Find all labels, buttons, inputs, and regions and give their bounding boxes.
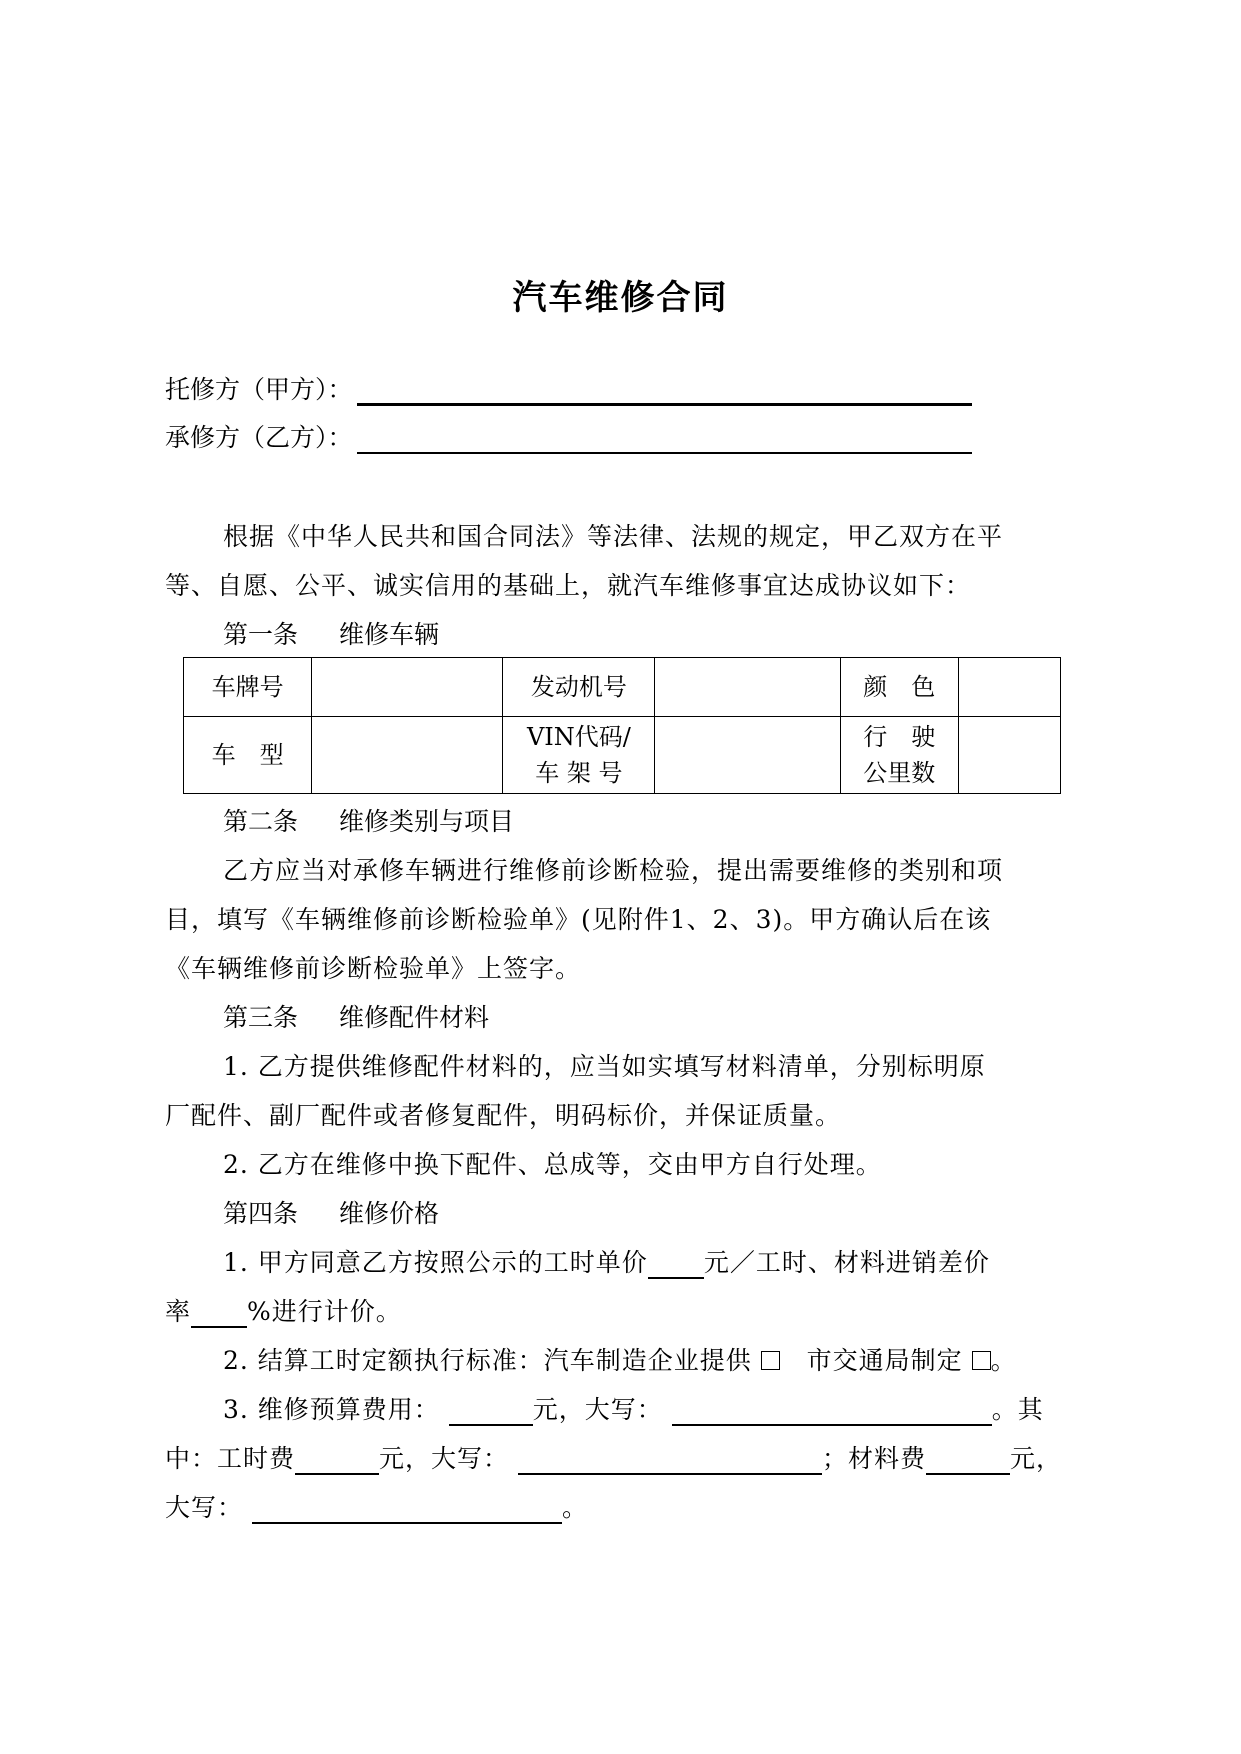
article-3-number: 第三条 <box>223 1003 299 1032</box>
article-4-item-3-line-1 <box>223 1390 1044 1426</box>
vin-value-cell[interactable] <box>655 717 840 794</box>
bureau-text: 市交通局制定 <box>806 1346 963 1375</box>
party-b-blank[interactable] <box>357 426 972 454</box>
article-3-heading <box>223 998 489 1034</box>
color-label: 颜 色 <box>840 658 958 717</box>
article-2-line-2: 目，填写《车辆维修前诊断检验单》(见附件1、2、3)。甲方确认后在该 <box>165 905 992 934</box>
article-1-number: 第一条 <box>223 620 299 649</box>
item-3-end: 。 <box>561 1493 588 1522</box>
manufacturer-checkbox[interactable] <box>761 1351 780 1370</box>
material-fee-text: ；材料费 <box>821 1444 926 1473</box>
model-value-cell[interactable] <box>312 717 503 794</box>
article-4-item-1-line-1 <box>223 1243 990 1279</box>
article-4-title: 维修价格 <box>339 1199 440 1228</box>
plate-value-cell[interactable] <box>312 658 503 717</box>
rate-text: 率 <box>165 1297 192 1326</box>
table-row <box>184 658 1061 717</box>
article-3-item-2: 2. 乙方在维修中换下配件、总成等，交由甲方自行处理。 <box>223 1150 882 1179</box>
material-capital-text: 大写： <box>165 1493 244 1522</box>
article-2-heading <box>223 802 514 838</box>
engine-no-label: 发动机号 <box>503 658 655 717</box>
plate-label: 车牌号 <box>184 658 312 717</box>
article-4-heading <box>223 1194 439 1230</box>
vin-label-line-1: VIN代码/ <box>526 723 631 751</box>
article-4-number: 第四条 <box>223 1199 299 1228</box>
article-2-line-3: 《车辆维修前诊断检验单》上签字。 <box>165 954 582 983</box>
engine-no-value-cell[interactable] <box>655 658 840 717</box>
party-b-label: 承修方（乙方）： <box>165 423 353 452</box>
party-a-row <box>165 370 972 406</box>
percent-text: %进行计价。 <box>247 1297 402 1326</box>
article-2-line-1: 乙方应当对承修车辆进行维修前诊断检验，提出需要维修的类别和项 <box>223 856 1004 885</box>
article-4-item-1-line-2 <box>165 1292 402 1328</box>
budget-capital-text: 元，大写： <box>532 1395 663 1424</box>
article-4-item-3-line-3 <box>165 1488 588 1524</box>
article-1-heading <box>223 615 439 651</box>
budget-end-text: 。其 <box>991 1395 1044 1424</box>
article-3-item-1-line-2: 厂配件、副厂配件或者修复配件，明码标价，并保证质量。 <box>165 1101 842 1130</box>
intro-line-1: 根据《中华人民共和国合同法》等法律、法规的规定，甲乙双方在平 <box>223 522 1004 551</box>
budget-amount-blank[interactable] <box>449 1400 533 1426</box>
article-1-title: 维修车辆 <box>339 620 440 649</box>
hourly-rate-text: 1. 甲方同意乙方按照公示的工时单价 <box>223 1248 648 1277</box>
material-capital-blank[interactable] <box>252 1498 562 1524</box>
markup-text: 元／工时、材料进销差价 <box>703 1248 990 1277</box>
table-row <box>184 717 1061 794</box>
article-2-number: 第二条 <box>223 807 299 836</box>
vin-label-line-2: 车 架 号 <box>535 759 623 787</box>
markup-rate-blank[interactable] <box>191 1302 247 1328</box>
mileage-label-line-1: 行 驶 <box>863 723 936 751</box>
material-fee-blank[interactable] <box>926 1449 1010 1475</box>
document-title: 汽车维修合同 <box>512 278 729 318</box>
party-b-row <box>165 418 972 454</box>
article-3-title: 维修配件材料 <box>339 1003 490 1032</box>
labor-capital-text: 元，大写： <box>379 1444 510 1473</box>
mileage-value-cell[interactable] <box>958 717 1060 794</box>
labor-capital-blank[interactable] <box>518 1449 822 1475</box>
party-a-label: 托修方（甲方）： <box>165 375 353 404</box>
color-value-cell[interactable] <box>958 658 1060 717</box>
material-unit-text: 元， <box>1010 1444 1063 1473</box>
article-4-item-3-line-2 <box>165 1439 1062 1475</box>
article-2-title: 维修类别与项目 <box>339 807 515 836</box>
labor-fee-text: 中：工时费 <box>165 1444 296 1473</box>
budget-capital-blank[interactable] <box>672 1400 992 1426</box>
standard-text: 2. 结算工时定额执行标准：汽车制造企业提供 <box>223 1346 752 1375</box>
model-label: 车 型 <box>184 717 312 794</box>
mileage-label-line-2: 公里数 <box>863 759 936 787</box>
intro-line-2: 等、自愿、公平、诚实信用的基础上，就汽车维修事宜达成协议如下： <box>165 571 972 600</box>
vehicle-info-table <box>183 657 1061 794</box>
party-a-blank[interactable] <box>357 377 972 406</box>
article-4-item-2 <box>223 1341 1017 1377</box>
mileage-label <box>840 717 958 794</box>
labor-fee-blank[interactable] <box>295 1449 379 1475</box>
vin-label <box>503 717 655 794</box>
article-3-item-1-line-1: 1. 乙方提供维修配件材料的，应当如实填写材料清单，分别标明原 <box>223 1052 986 1081</box>
hourly-rate-blank[interactable] <box>648 1253 704 1279</box>
bureau-checkbox[interactable] <box>972 1351 991 1370</box>
item-2-end: 。 <box>990 1346 1017 1375</box>
budget-text: 3. 维修预算费用： <box>223 1395 440 1424</box>
